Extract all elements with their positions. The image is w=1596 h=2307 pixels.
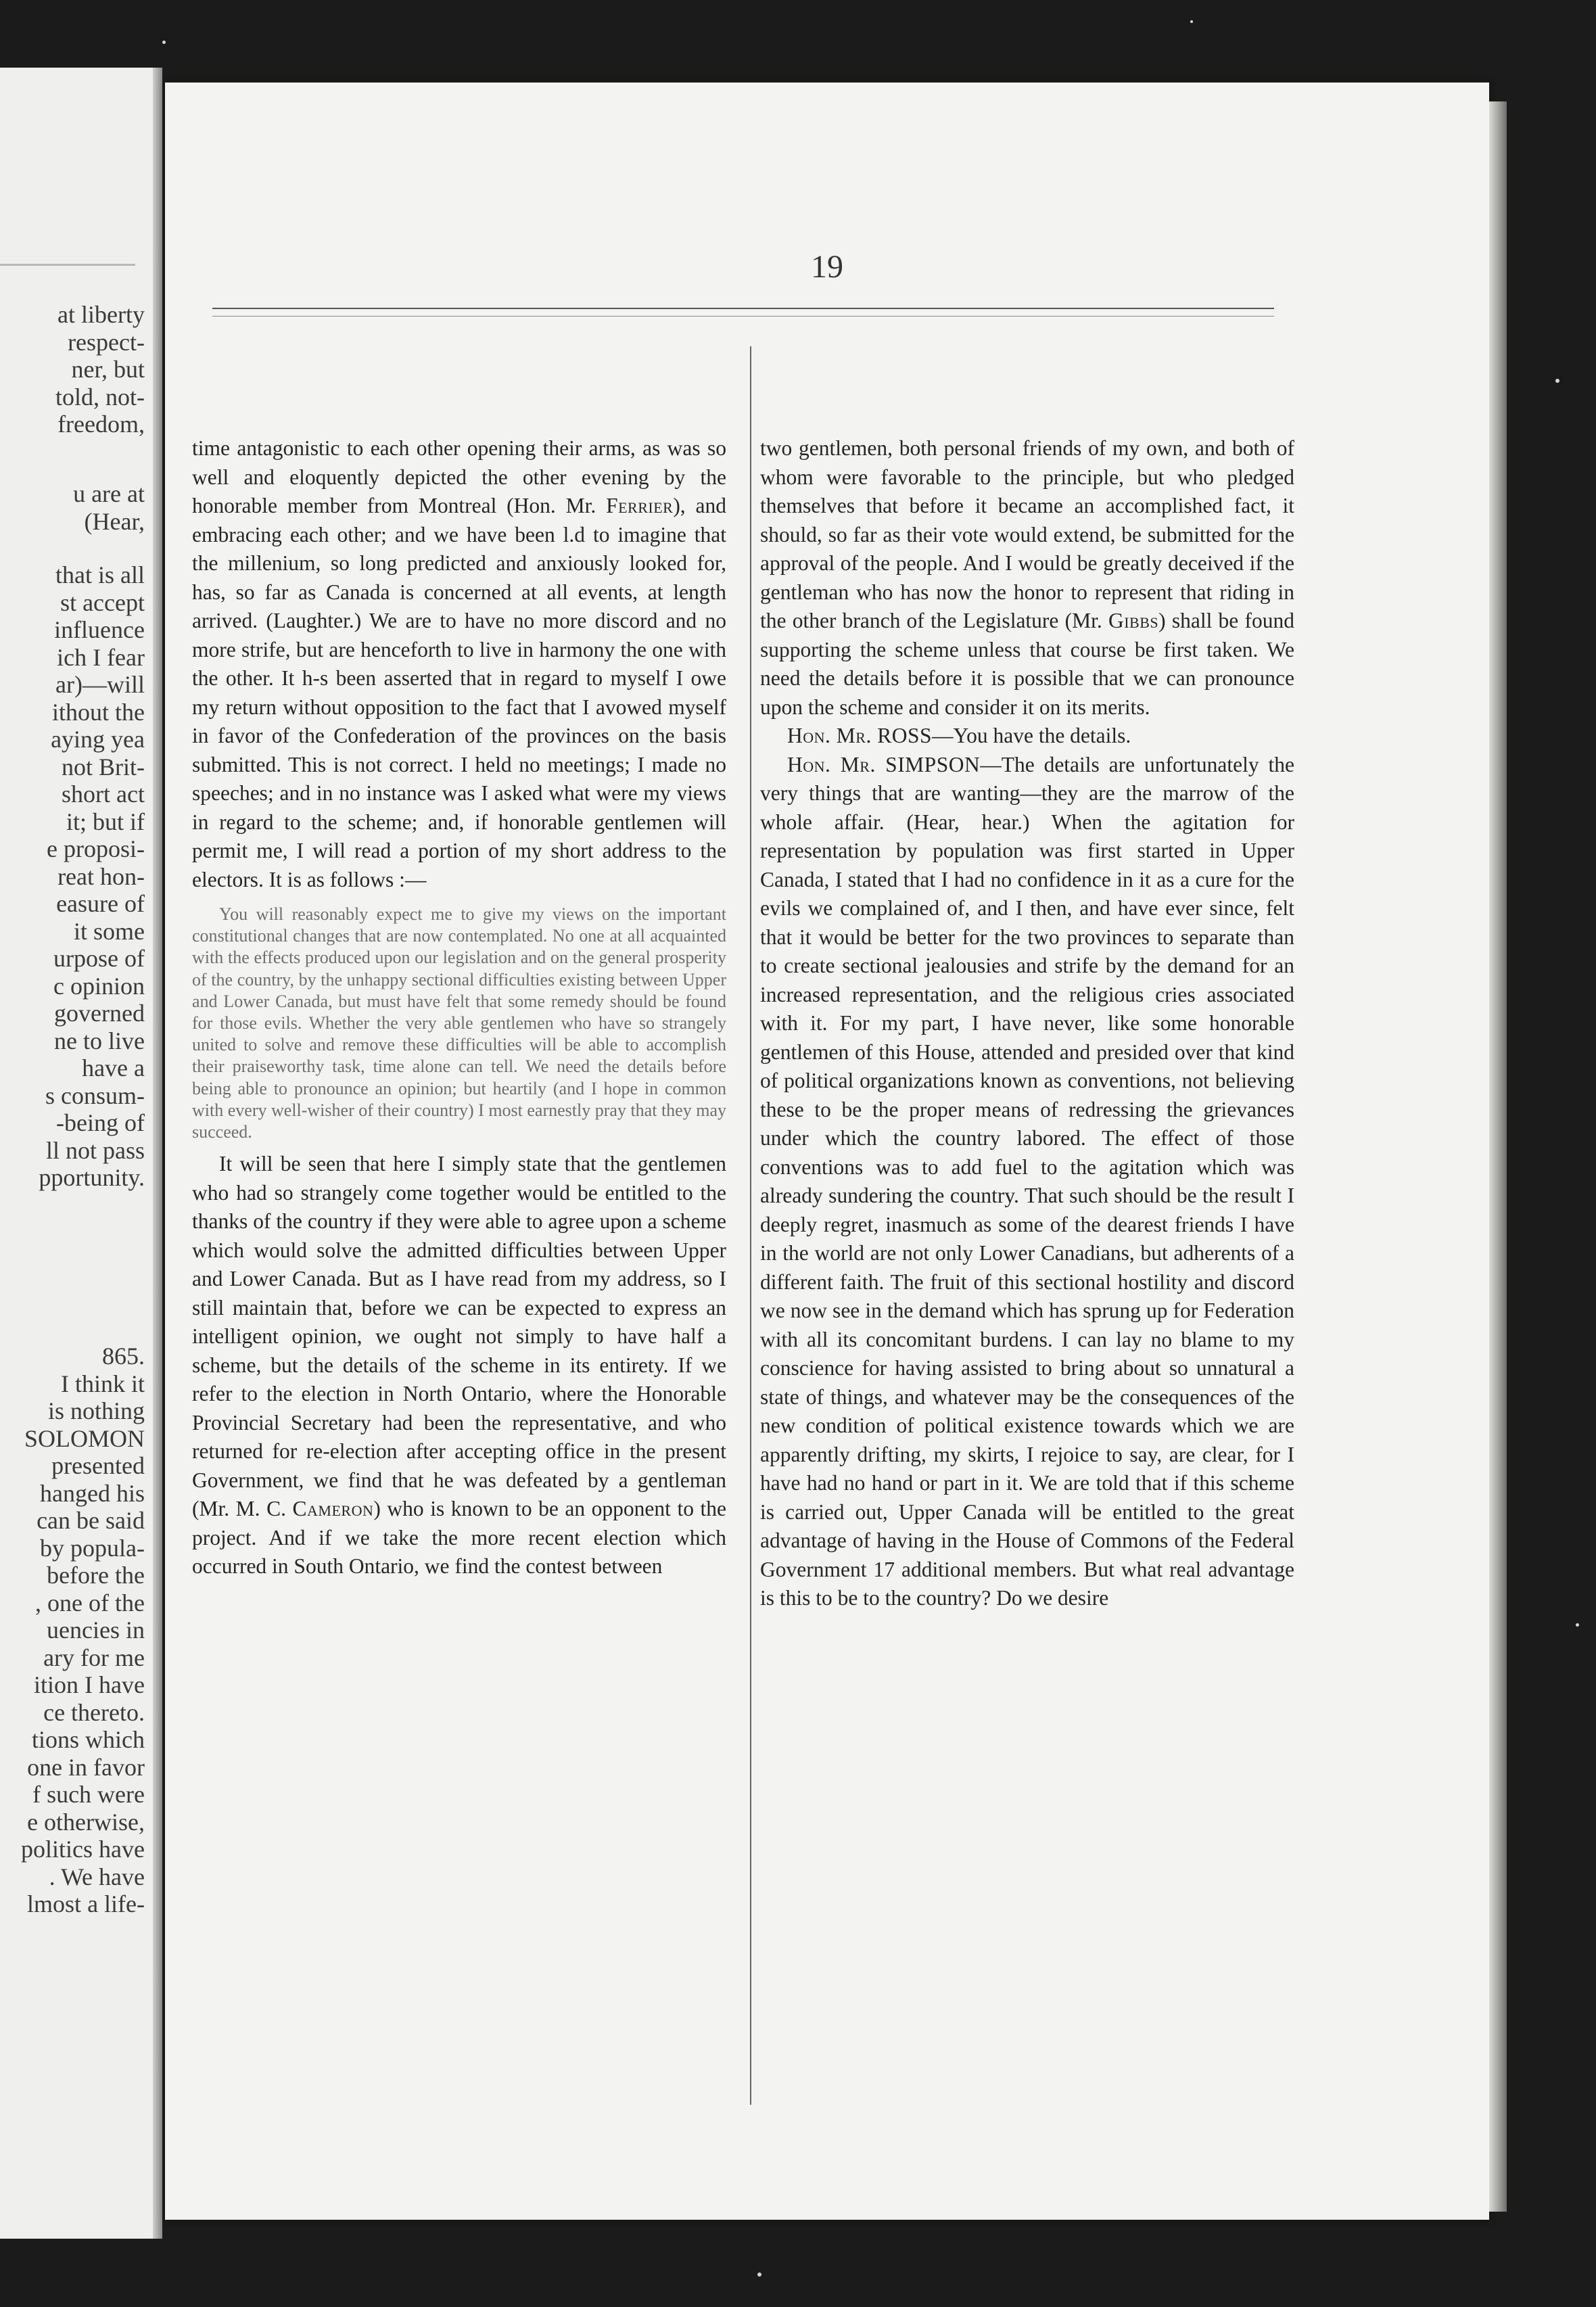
- text-run: It will be seen that here I simply state that the gentlemen who had so strangely come together would be entitled to the thanks of the country if they were able to agree upon a scheme which would solve the admitted difficulties between Upper and Lower Canada. But as I have read from my address, so I still maintain that, before we can be expected to express an intelligent opinion, we ought not simply to have half a scheme, but the details of the scheme in its entirety. If we refer to the election in North Ontario, where the Honorable Provincial Secretary had been the representative, and who returned for re-election after accepting office in the present Government, we find that he was defeated by a gentleman (Mr. M. C.: [192, 1152, 726, 1521]
- facing-page-line: ne to live: [54, 1027, 145, 1054]
- facing-page-line: st accept: [60, 588, 145, 616]
- facing-page-line: tions which: [32, 1726, 145, 1753]
- facing-page-line: , one of the: [35, 1589, 145, 1616]
- page-number: 19: [811, 249, 843, 285]
- facing-page-line: have a: [82, 1054, 145, 1081]
- facing-page-line: reat hon-: [57, 862, 145, 890]
- facing-page-line: aying yea: [51, 726, 145, 753]
- facing-page-line: e proposi-: [47, 835, 145, 862]
- facing-page-line: short act: [62, 780, 145, 808]
- facing-page-line: before the: [47, 1562, 145, 1589]
- book-gutter: [153, 68, 162, 2239]
- facing-page-line: ner, but: [71, 356, 145, 383]
- scan-speck: [1576, 1623, 1579, 1627]
- facing-page-line: presented: [51, 1452, 145, 1479]
- speech-simpson: [760, 751, 1294, 1613]
- facing-page-line: influence: [54, 616, 145, 643]
- header-rule: [212, 308, 1274, 309]
- scan-speck: [757, 2273, 761, 2277]
- facing-page-line: 865.: [102, 1343, 145, 1370]
- paragraph: [760, 434, 1294, 722]
- left-column: [192, 434, 726, 1581]
- facing-page-line: pportunity.: [39, 1164, 145, 1191]
- facing-page-fragment: [0, 68, 157, 2239]
- document-page: [165, 83, 1489, 2220]
- facing-page-line: easure of: [56, 890, 145, 917]
- facing-page-line: governed: [54, 1000, 145, 1027]
- facing-page-line: ce thereto.: [43, 1698, 145, 1726]
- column-divider: [750, 346, 751, 2105]
- text-run: ), and embracing each other; and we have been l.d to imagine that the millenium, so long predicted and anxiously looked for, has, so far as Canada is concerned at all events, at length arrived. (Laughter.) We are to have no more discord and no more strife, but are henceforth to live in harmony the one with the other. It h-s been asserted that in regard to myself I owe my return without opposition to the fact that I avowed myself in favor of the Confederation of the provinces on the basis submitted. This is not correct. I held no meetings; I made no speeches; and in no instance was I asked what were my views in regard to the scheme; and, if honorable gentlemen will permit me, I will read a portion of my short address to the electors. It is as follows :—: [192, 494, 726, 891]
- member-name: Cameron: [292, 1497, 374, 1521]
- facing-page-line: (Hear,: [84, 507, 145, 535]
- facing-page-line: uencies in: [47, 1616, 145, 1644]
- facing-page-line: told, not-: [55, 383, 145, 411]
- facing-page-line: hanged his: [40, 1479, 145, 1507]
- facing-page-line: ition I have: [34, 1671, 145, 1698]
- facing-page-line: ich I fear: [57, 643, 145, 671]
- text-run: ) who is known to be an opponent to the project. And if we take the more recent election which occurred in South Ontario, we find the contest between: [192, 1497, 726, 1579]
- text-run: —The details are unfortunately the very things that are wanting—they are the marrow of the whole affair. (Hear, hear.) When the agitation for representation by population was first started in Upper Canada, I stated that I had no confidence in it as a cure for the evils we complained of, and I then, and have ever since, felt that it would be better for the two provinces to separate than to create sectional jealousies and strife by the demand for an increased representation, and the religious cries associated with it. For my part, I have never, like some honorable gentlemen of this House, attended and presided over that kind of political organizations known as conventions, not believing these to be the proper means of redressing the grievances under which the country labored. The effect of those conventions was to add fuel to the agitation which was already sundering the country. That such should be the result I deeply regret, inasmuch as some of the dearest friends I have in the world are not only Lower Canadians, but adherents of a different faith. The fruit of this sectional hostility and discord we now see in the demand which has sprung up for Federation with all its concomitant burdens. I can lay no blame to my conscience for having assisted to bring about so unnatural a state of things, and whatever may be the consequences of the new condition of political existence towards which we are apparently drifting, my skirts, I rejoice to say, are clear, for I have had no hand or part in it. We are told that if this scheme is carried out, Upper Canada will be entitled to the great advantage of having in the House of Commons of the Federal Government 17 additional members. But what real advantage is this to be to the country? Do we desire: [760, 752, 1294, 1610]
- text-run: two gentlemen, both personal friends of my own, and both of whom were favorable to the principle, but who pledged themselves that before it became an accomplished fact, it should, so far as their vote would extend, be submitted for the approval of the people. And I would be greatly deceived if the gentleman who has now the honor to represent that riding in the other branch of the Legislature (Mr.: [760, 436, 1294, 632]
- facing-page-line: freedom,: [57, 411, 145, 438]
- facing-page-line: is nothing: [47, 1397, 145, 1424]
- facing-page-line: c opinion: [53, 972, 145, 1000]
- facing-page-line: can be said: [37, 1507, 145, 1534]
- facing-page-line: at liberty: [57, 301, 145, 328]
- paragraph: [192, 434, 726, 894]
- facing-page-line: s consum-: [45, 1081, 145, 1109]
- facing-page-line: politics have: [21, 1836, 145, 1863]
- right-column: [760, 434, 1294, 1613]
- speech-ross: [760, 722, 1294, 751]
- scan-speck: [1190, 20, 1193, 23]
- text-run: time antagonistic to each other opening their arms, as was so well and eloquently depicted the other evening by the honorable member from Montreal (Hon. Mr.: [192, 436, 726, 517]
- facing-page-line: by popula-: [40, 1534, 145, 1562]
- member-name: Ferrier: [606, 494, 674, 517]
- facing-page-line: SOLOMON: [24, 1424, 145, 1452]
- facing-page-line: lmost a life-: [27, 1890, 145, 1917]
- speaker-name: Hon. Mr. SIMPSON: [787, 752, 981, 776]
- facing-page-line: f such were: [32, 1781, 145, 1808]
- facing-page-line: ithout the: [52, 698, 145, 726]
- facing-page-line: ll not pass: [45, 1136, 145, 1164]
- facing-page-line: that is all: [55, 561, 145, 588]
- facing-page-line: u are at: [73, 480, 145, 507]
- facing-page-rule: [0, 264, 135, 266]
- facing-page-line: . We have: [49, 1863, 145, 1890]
- speaker-name: Hon. Mr. ROSS: [787, 724, 933, 747]
- header-rule-thin: [212, 316, 1274, 317]
- facing-page-line: I think it: [61, 1370, 145, 1397]
- member-name: Gibbs: [1108, 609, 1159, 632]
- facing-page-line: -being of: [56, 1109, 145, 1136]
- facing-page-line: it; but if: [66, 808, 145, 835]
- paragraph: [192, 1150, 726, 1581]
- facing-page-line: ar)—will: [55, 671, 145, 698]
- facing-page-line: ary for me: [43, 1644, 145, 1671]
- text-run: —You have the details.: [932, 724, 1131, 747]
- scan-speck: [1555, 379, 1559, 383]
- facing-page-line: it some: [74, 917, 145, 945]
- page-edge: [1489, 101, 1507, 2212]
- scan-speck: [162, 41, 166, 44]
- facing-page-line: one in favor: [27, 1753, 145, 1781]
- facing-page-line: respect-: [68, 328, 145, 356]
- text-run: ) shall be found supporting the scheme unless that course be first taken. We need the details before it is possible that we can pronounce upon the scheme and consider it on its merits.: [760, 609, 1294, 719]
- facing-page-line: not Brit-: [62, 753, 145, 780]
- facing-page-line: urpose of: [53, 945, 145, 972]
- quoted-address: You will reasonably expect me to give my views on the important constitutional changes that are now contemplated. No one at all acquainted with the effects produced upon our legislation and on the general prosperity of the country, by the unhappy sectional difficulties existing between Upper and Lower Canada, but must have felt that some remedy should be found for those evils. Whether the very able gentlemen who have so strangely united to solve and remove these difficulties will be able to accomplish their praiseworthy task, time alone can tell. We need the details before being able to pronounce an opinion; but heartily (and I hope in common with every well-wisher of their country) I most earnestly pray that they may succeed.: [192, 904, 726, 1142]
- facing-page-line: e otherwise,: [27, 1808, 145, 1836]
